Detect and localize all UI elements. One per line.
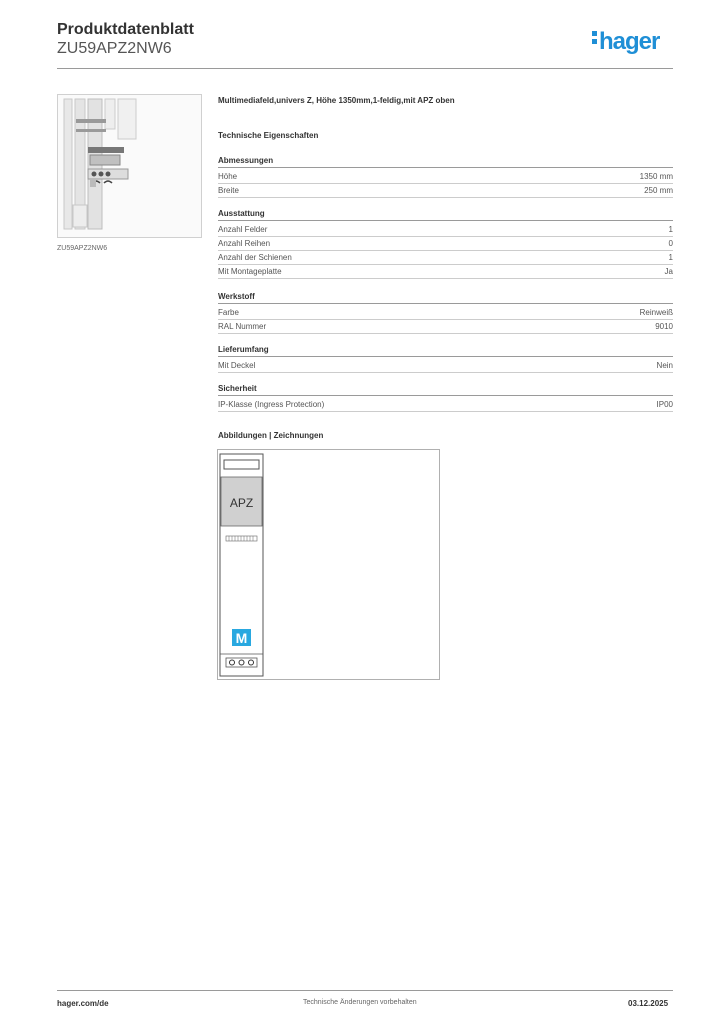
m-label: M [235,630,248,646]
spec-label: Farbe [218,308,239,317]
spec-value: 1350 mm [639,172,673,181]
spec-label: IP-Klasse (Ingress Protection) [218,400,325,409]
section-heading-abmessungen: Abmessungen [218,156,673,168]
spec-row [218,359,673,373]
section-heading-werkstoff: Werkstoff [218,292,673,304]
spec-label: Breite [218,186,239,195]
footer-date: 03.12.2025 [628,999,669,1008]
tech-properties-heading: Technische Eigenschaften [218,131,319,140]
product-code: ZU59APZ2NW6 [57,40,172,57]
section-heading-sicherheit: Sicherheit [218,384,673,396]
page-title: Produktdatenblatt [57,21,194,38]
spec-value: 9010 [655,322,673,331]
cabinet-photo-icon [58,95,201,237]
cabinet-drawing [218,450,439,679]
spec-value: Reinweiß [639,308,673,317]
spec-row [218,251,673,265]
spec-value: Ja [664,267,673,276]
header-divider [57,68,673,69]
technical-drawing [217,449,440,680]
footer-notice: Technische Änderungen vorbehalten [303,999,417,1006]
spec-row [218,170,673,184]
hager-logo [592,28,659,56]
spec-label: Mit Deckel [218,361,256,370]
apz-label: APZ [229,496,254,510]
logo-dots-icon [592,28,598,47]
website-link[interactable]: hager.com/de [57,999,109,1008]
spec-value: 250 mm [644,186,673,195]
spec-label: Mit Montageplatte [218,267,282,276]
spec-row [218,223,673,237]
spec-row [218,398,673,412]
product-photo [57,94,202,238]
footer-divider [57,990,673,991]
spec-value: 1 [668,253,673,262]
logo-text: hager [599,28,660,55]
spec-row [218,306,673,320]
spec-label: RAL Nummer [218,322,267,331]
drawings-heading: Abbildungen | Zeichnungen [218,431,324,440]
spec-label: Anzahl Felder [218,225,268,234]
section-heading-lieferumfang: Lieferumfang [218,345,673,357]
spec-value: 1 [668,225,673,234]
product-description: Multimediafeld,univers Z, Höhe 1350mm,1-feldig,mit APZ oben [218,96,455,105]
spec-value: 0 [668,239,673,248]
spec-row [218,237,673,251]
spec-row [218,320,673,334]
photo-caption: ZU59APZ2NW6 [57,245,108,252]
section-heading-ausstattung: Ausstattung [218,209,673,221]
spec-row [218,184,673,198]
spec-value: IP00 [656,400,673,409]
spec-label: Höhe [218,172,238,181]
spec-label: Anzahl der Schienen [218,253,292,262]
spec-row [218,265,673,279]
spec-label: Anzahl Reihen [218,239,271,248]
spec-value: Nein [656,361,673,370]
